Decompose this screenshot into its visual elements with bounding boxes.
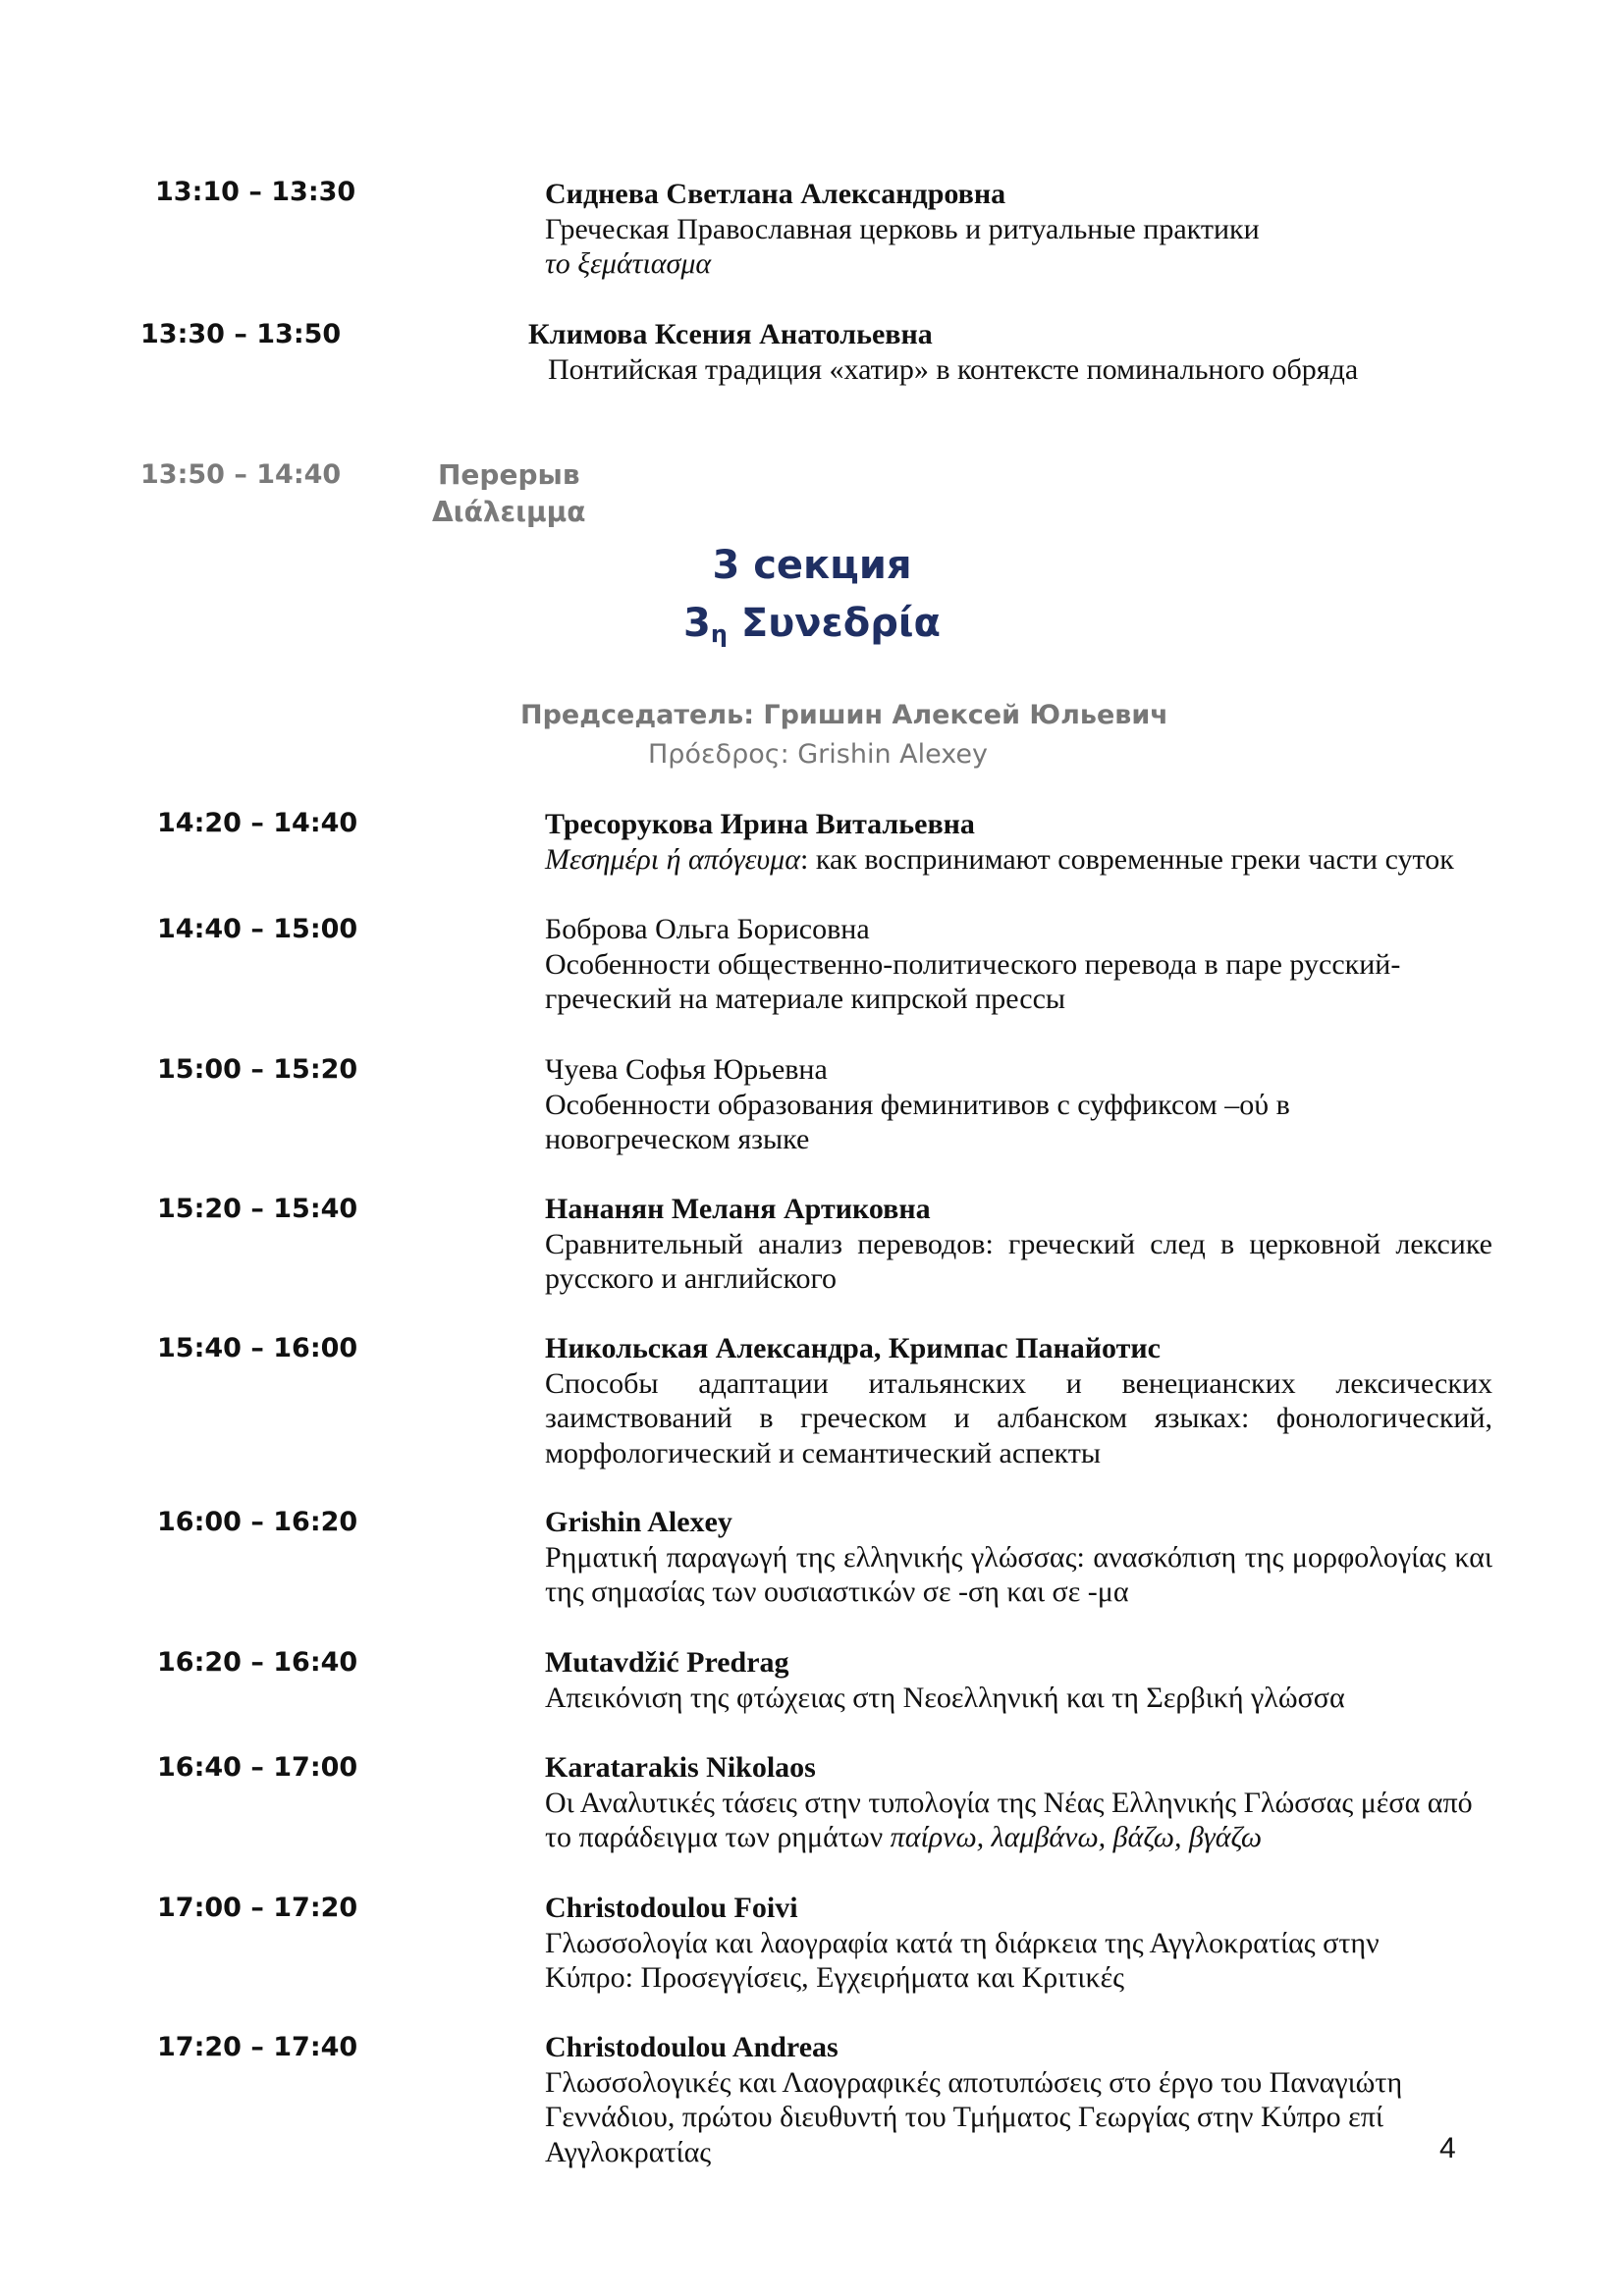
speaker-name: Чуева Софья Юрьевна	[545, 1053, 828, 1086]
speaker-name: Christodoulou Andreas	[545, 2031, 839, 2063]
talk-title: Ρηματική παραγωγή της ελληνικής γλώσσας: ανασκόπιση της μορφολογίας και της σημασίας των ουσιαστικών σε -ση και σε -μα	[545, 1540, 1492, 1608]
time-slot: 16:00 – 16:20	[157, 1507, 358, 1537]
time-slot: 16:40 – 17:00	[157, 1752, 358, 1783]
speaker-name: Тресорукова Ирина Витальевна	[545, 808, 975, 840]
talk-entry	[545, 1192, 1492, 1297]
talk-title: Особенности образования феминитивов с суффиксом –ού в новогреческом языке	[545, 1088, 1290, 1155]
talk-title-italic: το ξεμάτιασμα	[545, 247, 712, 280]
talk-entry	[545, 1331, 1492, 1470]
section-title-gr: $3_\eta$ Συνεδρία	[683, 601, 941, 648]
talk-entry	[528, 317, 1510, 387]
speaker-name: Grishin Alexey	[545, 1506, 732, 1538]
break-label-gr: Διάλειμμα	[432, 496, 586, 528]
section-chair-ru: Председатель: Гришин Алексей Юльевич	[520, 700, 1168, 730]
section-title-ru: 3 секция	[712, 543, 912, 588]
talk-entry	[545, 1052, 1340, 1157]
talk-title: Сравнительный анализ переводов: греческий след в церковной лексике русского и английского	[545, 1227, 1492, 1295]
speaker-name: Christodoulou Foivi	[545, 1892, 798, 1924]
speaker-name: Сиднева Светлана Александровна	[545, 178, 1006, 210]
talk-entry	[545, 1645, 1492, 1715]
time-slot: 13:30 – 13:50	[140, 319, 342, 349]
time-slot: 13:10 – 13:30	[155, 177, 356, 207]
section-chair-gr: Πρόεδρος: Grishin Alexey	[648, 739, 989, 770]
break-label-ru: Перерыв	[438, 458, 580, 491]
speaker-name: Mutavdžić Predrag	[545, 1646, 789, 1679]
speaker-name: Боброва Ольга Борисовна	[545, 913, 870, 945]
time-slot: 15:00 – 15:20	[157, 1054, 358, 1085]
talk-entry	[545, 912, 1488, 1017]
page-number: 4	[1439, 2132, 1456, 2164]
talk-title: Понтийская традиция «хатир» в контексте поминального обряда	[548, 352, 1359, 386]
talk-entry	[545, 1505, 1492, 1610]
talk-title: Способы адаптации итальянских и венецианских лексических заимствований в греческом и албанском языках: фонологический, морфологический и семантический аспекты	[545, 1366, 1492, 1469]
speaker-name: Karatarakis Nikolaos	[545, 1751, 816, 1784]
talk-entry	[545, 1750, 1492, 1855]
talk-entry	[545, 807, 1488, 877]
talk-title: Особенности общественно-политического перевода в паре русский-греческий на материале кипрской прессы	[545, 947, 1401, 1015]
break-time: 13:50 – 14:40	[140, 459, 342, 490]
speaker-name: Нананян Меланя Артиковна	[545, 1193, 931, 1225]
talk-entry	[545, 2030, 1429, 2169]
talk-title: Οι Αναλυτικές τάσεις στην τυπολογία της Νέας Ελληνικής Γλώσσας μέσα από το παράδειγμα των ρημάτων παίρνω, λαμβάνω, βάζω, βγάζω	[545, 1786, 1473, 1853]
time-slot: 14:20 – 14:40	[157, 808, 358, 838]
time-slot: 16:20 – 16:40	[157, 1647, 358, 1678]
time-slot: 15:20 – 15:40	[157, 1194, 358, 1224]
talk-title: Μεσημέρι ή απόγευμα: как воспринимают современные греки части суток	[545, 842, 1454, 876]
speaker-name: Климова Ксения Анатольевна	[528, 318, 933, 350]
talk-title: Απεικόνιση της φτώχειας στη Νεοελληνική και τη Σερβική γλώσσα	[545, 1681, 1345, 1714]
time-slot: 17:20 – 17:40	[157, 2032, 358, 2062]
talk-title: Γλωσσολογικές και Λαογραφικές αποτυπώσεις στο έργο του Παναγιώτη Γεννάδιου, πρώτου διευθυντή του Τμήματος Γεωργίας στην Κύπρο επί Αγγλοκρατίας	[545, 2065, 1403, 2168]
talk-title: Греческая Православная церковь и ритуальные практики	[545, 212, 1260, 245]
talk-title: Γλωσσολογία και λαογραφία κατά τη διάρκεια της Αγγλοκρατίας στην Κύπρο: Προσεγγίσεις, Εγχειρήματα και Κριτικές	[545, 1926, 1380, 1994]
talk-entry	[545, 177, 1488, 282]
talk-entry	[545, 1891, 1429, 1996]
time-slot: 15:40 – 16:00	[157, 1333, 358, 1363]
time-slot: 14:40 – 15:00	[157, 914, 358, 944]
speaker-name: Никольская Александра, Кримпас Панайотис	[545, 1332, 1161, 1364]
time-slot: 17:00 – 17:20	[157, 1893, 358, 1923]
